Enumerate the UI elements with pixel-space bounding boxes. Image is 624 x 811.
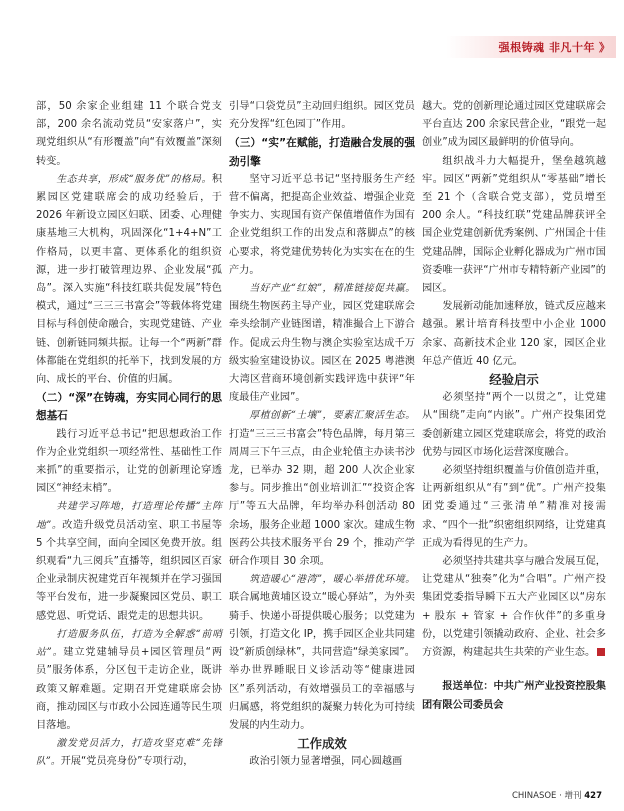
paragraph: 引导“口袋党员”主动回归组织。园区党员充分发挥“红色园丁”作用。 [229,101,415,131]
page-footer [512,789,602,801]
paragraph: 坚守习近平总书记“坚持服务生产经营不偏离，把提高企业效益、增强企业竞争实力、实现国有资产保值增值作为国有企业党组织工作的出发点和落脚点”的核心要求，将党建优势转化为实实在在的生产力。 [229,173,415,276]
paragraph [36,498,222,625]
lead-phrase: 激发党员活力，打造攻坚克难“先锋队”。 [36,738,222,768]
paragraph: 政治引领力显著增强，同心圆越画 [249,756,403,768]
paragraph: 践行习近平总书记“把思想政治工作作为企业党组织一项经常性、基础性工作来抓”的重要指示，让党的创新理论穿透园区“神经末梢”。 [36,428,222,495]
section-title: 工作成效 [297,736,347,752]
paragraph [36,171,222,389]
paragraph-text: 必须坚持共建共享与融合发展互促，让党建从“独奏”化为“合唱”。广州产投集团党委指导瞬下五大产业园区以“房东 + 股东 + 管家 + 合作伙伴”的多重身份，以党建引领撬动政府、企业、社会多方资源，构建起共生共荣的产业生态。 [422,556,606,659]
paragraph: 发展新动能加速释放，链式反应越来越强。累计培育科技型中小企业 1000 余家、高新技术企业 120 家，园区企业年总产值近 40 亿元。 [422,301,606,367]
lead-phrase: 当好产业“红娘”，精准链接促共赢。 [249,283,415,295]
paragraph: 必须坚持“两个一以贯之”，让党建从“围绕”走向“内嵌”。广州产投集团党委创新建立园区党建联席会，将党的政治优势与园区市场化运营深度融合。 [422,392,606,458]
text-column-3 [422,98,606,715]
paragraph [36,735,222,771]
lead-phrase: 厚植创新“土壤”，要素汇聚活生态。 [249,410,415,422]
paragraph-text: 积累园区党建联席会的成功经验后，于 2026 年新设立园区妇联、团委、心理健康基地三大机构，巩固深化“1+4+N”工作格局，以更丰富、更体系化的组织资源，进一步打破管理边界、企业发展“孤岛”。深入实施“科技红联共促发展”特色模式，通过“三三三书富会”等载体将党建目标与科创使命融合，实现党建链、产业链、创新链同频共振。让每一个“两新”群体都能在党组织的托举下，找到发展的方向、成长的平台、价值的归属。 [36,173,222,386]
paragraph-text: 打造“三三三书富会”特色品牌，每月第三周周三下午三点，由企业轮值主办读书沙龙，已举办 32 期，超 200 人次企业家参与。同步推出“创业培训汇”“投资企客厅”等五大品牌，年均举办科创活动 80 余场，服务企业超 1000 家次。建成生物医药公共技术服务平台 29 个，推动产学研合作项目 30 余项。 [229,428,415,568]
paragraph: 部，50 余家企业组建 11 个联合党支部，200 余名流动党员“安家落户”，实现党组织从“有形覆盖”向“有效覆盖”深刻转变。 [36,101,222,167]
double-chevron-icon: 》 [599,41,610,54]
paragraph [229,407,415,571]
paragraph [36,626,222,735]
lead-phrase: 共建学习阵地，打造理论传播“主阵地”。 [36,501,222,531]
source-text: 中共广州产业投资控股集团有限公司委员会 [422,681,606,711]
paragraph: 必须坚持组织覆盖与价值创造并重，让两新组织从“有”到“优”。广州产投集团党委通过“三张清单”精准对接需求、“四个一批”织密组织网络，让党建真正成为看得见的生产力。 [422,465,606,549]
section-title: 经验启示 [489,372,539,388]
paragraph-text: 开展“党员亮身份”专项行动， [60,756,194,768]
magazine-name: CHINASOE [511,791,557,801]
source-label: 报送单位： [442,681,494,693]
paragraph-text: 改造升级党员活动室、职工书屋等 5 个共享空间，面向全园区免费开放。组织观看“九三阅兵”直播等，组织园区百家企业录制庆祝建党百年视频并在学习强国等平台发布，进一步凝聚园区党员、职工感党恩、听党话、跟党走的思想共识。 [36,519,223,622]
paragraph: 组织战斗力大幅提升，堡垒越筑越牢。园区“两新”党组织从“零基础”增长至 21 个（含联合党支部），党员增至 200 余人。“科技红联”党建品牌获评全国企业党建创新优秀案例、广州国企十佳党建品牌，国际企业孵化器成为广州市国资委唯一获评“广州市专精特新产业园”的园区。 [422,155,606,295]
lead-phrase: 生态共享，形成“服务优”的格局。 [56,173,212,185]
paragraph [422,553,606,662]
banner-title: 强根铸魂 非凡十年 [498,41,595,54]
text-column-2 [229,98,415,772]
footer-separator: · [556,791,565,801]
paragraph-text: 围绕生物医药主导产业，园区党建联席会牵头绘制产业链图谱，精准撮合上下游合作。促成云舟生物与澳企实验室达成千万级实验室建设协议。园区在 2025 粤港澳大湾区营商环境创新实践评选中获评“年度最佳产业园”。 [229,301,415,404]
section-banner [446,36,616,58]
section-heading: （二）“深”在铸魂，夯实同心同行的思想基石 [36,392,222,423]
paragraph [229,571,415,735]
source-unit [422,678,606,714]
end-mark-icon [597,648,605,656]
paragraph: 越大。党的创新理论通过园区党建联席会平台直达 200 余家民营企业，“跟党一起创业”成为园区最鲜明的价值导向。 [422,101,607,149]
paragraph-text: 联合属地黄埔区设立“暖心驿站”，为外卖骑手、快递小哥提供暖心服务；以党建为引领，打造文化 IP，携手园区企业共同建设“新质创绿林”，共同营造“绿美家园”。举办世界睡眠日义诊活动等“健康进园区”系列活动，有效增强员工的幸福感与归属感，将党组织的凝聚力转化为可持续发展的内生动力。 [229,592,415,731]
paragraph [229,280,415,407]
section-heading: （三）“实”在赋能，打造融合发展的强劲引擎 [229,137,415,168]
paragraph-text: 建立党建辅导员+园区管理员“两员”服务体系，分区包干走访企业，既讲政策又解难题。定期召开党建联席会协商，推动园区与市政小公园连通等民生项目落地。 [36,647,222,731]
page-number: 427 [584,791,602,801]
lead-phrase: 打造服务队伍，打造为全解惑“前哨站”。 [36,628,222,659]
lead-phrase: 筑造暖心“港湾”，暖心举措优环境。 [249,574,415,586]
text-column-1 [36,98,222,772]
issue-label: 增刊 [564,791,582,801]
